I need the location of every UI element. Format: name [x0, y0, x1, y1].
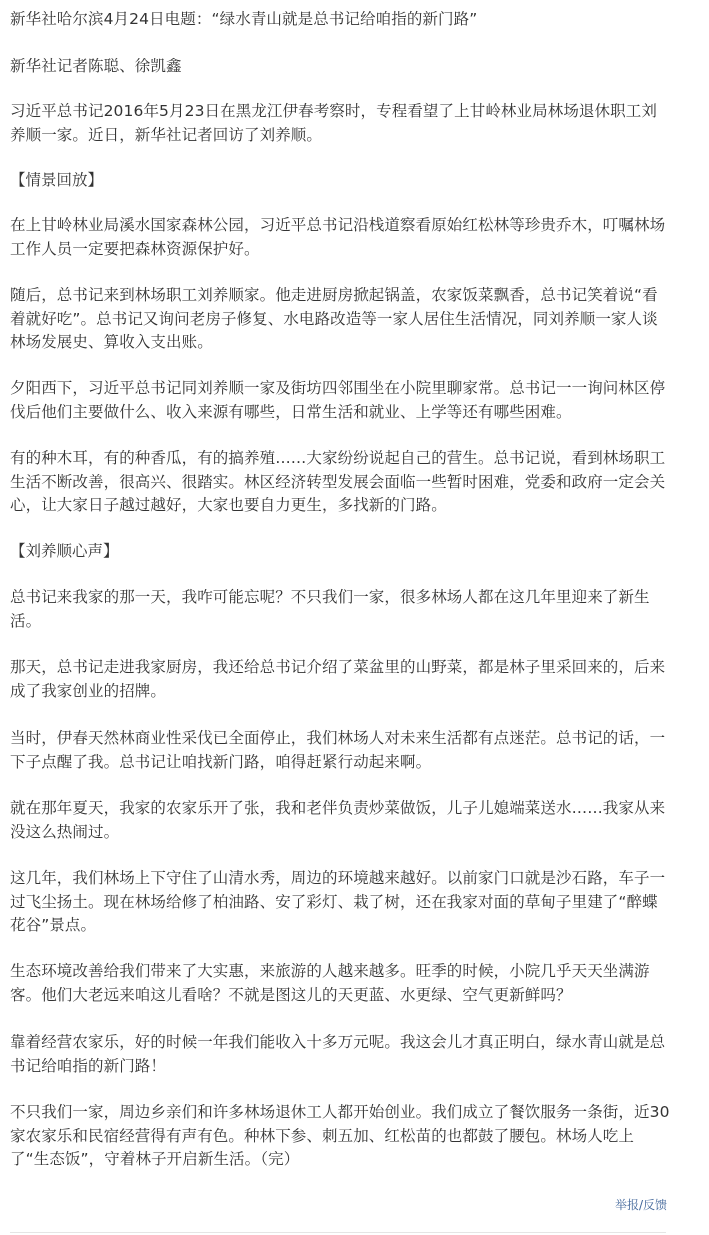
- article-paragraph: 那天，总书记走进我家厨房，我还给总书记介绍了菜盆里的山野菜，都是林子里采回来的，后来成了我家创业的招牌。: [10, 658, 666, 700]
- article-paragraph: 当时，伊春天然林商业性采伐已全面停止，我们林场人对未来生活都有点迷茫。总书记的话，一下子点醒了我。总书记让咱找新门路，咱得赶紧行动起来啊。: [10, 729, 666, 771]
- article-paragraph: 靠着经营农家乐，好的时候一年我们能收入十多万元呢。我这会儿才真正明白，绿水青山就是总书记给咱指的新门路！: [10, 1033, 666, 1075]
- article-paragraph: 在上甘岭林业局溪水国家森林公园，习近平总书记沿栈道察看原始红松林等珍贵乔木，叮嘱林场工作人员一定要把森林资源保护好。: [10, 216, 666, 258]
- article-paragraph: 生态环境改善给我们带来了大实惠，来旅游的人越来越多。旺季的时候，小院几乎天天坐满游客。他们大老远来咱这儿看啥？不就是图这儿的天更蓝、水更绿、空气更新鲜吗？: [10, 962, 650, 1004]
- section-heading-scene-review: 【情景回放】: [10, 171, 104, 189]
- article-paragraph: 这几年，我们林场上下守住了山清水秀，周边的环境越来越好。以前家门口就是沙石路，车子一过飞尘扬土。现在林场给修了柏油路、安了彩灯、栽了树，还在我家对面的草甸子里建了“醉蝶花谷”景点。: [10, 869, 666, 934]
- article-paragraph: 就在那年夏天，我家的农家乐开了张，我和老伴负责炒菜做饭，儿子儿媳端菜送水……我家从来没这么热闹过。: [10, 799, 666, 841]
- section-heading-liu-voice: 【刘养顺心声】: [10, 542, 119, 560]
- article-paragraph: 习近平总书记2016年5月23日在黑龙江伊春考察时，专程看望了上甘岭林业局林场退休职工刘养顺一家。近日，新华社记者回访了刘养顺。: [10, 102, 657, 144]
- article-paragraph: 有的种木耳，有的种香瓜，有的搞养殖……大家纷纷说起自己的营生。总书记说，看到林场职工生活不断改善，很高兴、很踏实。林区经济转型发展会面临一些暂时困难，党委和政府一定会关心，让大家日子越过越好，大家也要自力更生，多找新的门路。: [10, 449, 666, 514]
- article-dateline: 新华社哈尔滨4月24日电题：“绿水青山就是总书记给咱指的新门路”: [10, 10, 478, 28]
- report-feedback-link[interactable]: 举报/反馈: [614, 1198, 667, 1212]
- bottom-divider: [10, 1232, 666, 1233]
- article-byline: 新华社记者陈聪、徐凯鑫: [10, 57, 182, 75]
- article-paragraph: 随后，总书记来到林场职工刘养顺家。他走进厨房掀起锅盖，农家饭菜飘香，总书记笑着说“看着就好吃”。总书记又询问老房子修复、水电路改造等一家人居住生活情况，同刘养顺一家人谈林场发展史、算收入支出账。: [10, 286, 658, 351]
- article-paragraph: 不只我们一家，周边乡亲们和许多林场退休工人都开始创业。我们成立了餐饮服务一条街，近30家农家乐和民宿经营得有声有色。种林下参、刺五加、红松苗的也都鼓了腰包。林场人吃上了“生态饭”，守着林子开启新生活。（完）: [10, 1103, 670, 1168]
- article-paragraph: 夕阳西下，习近平总书记同刘养顺一家及街坊四邻围坐在小院里聊家常。总书记一一询问林区停伐后他们主要做什么、收入来源有哪些，日常生活和就业、上学等还有哪些困难。: [10, 379, 666, 421]
- article-paragraph: 总书记来我家的那一天，我咋可能忘呢？不只我们一家，很多林场人都在这几年里迎来了新生活。: [10, 588, 650, 630]
